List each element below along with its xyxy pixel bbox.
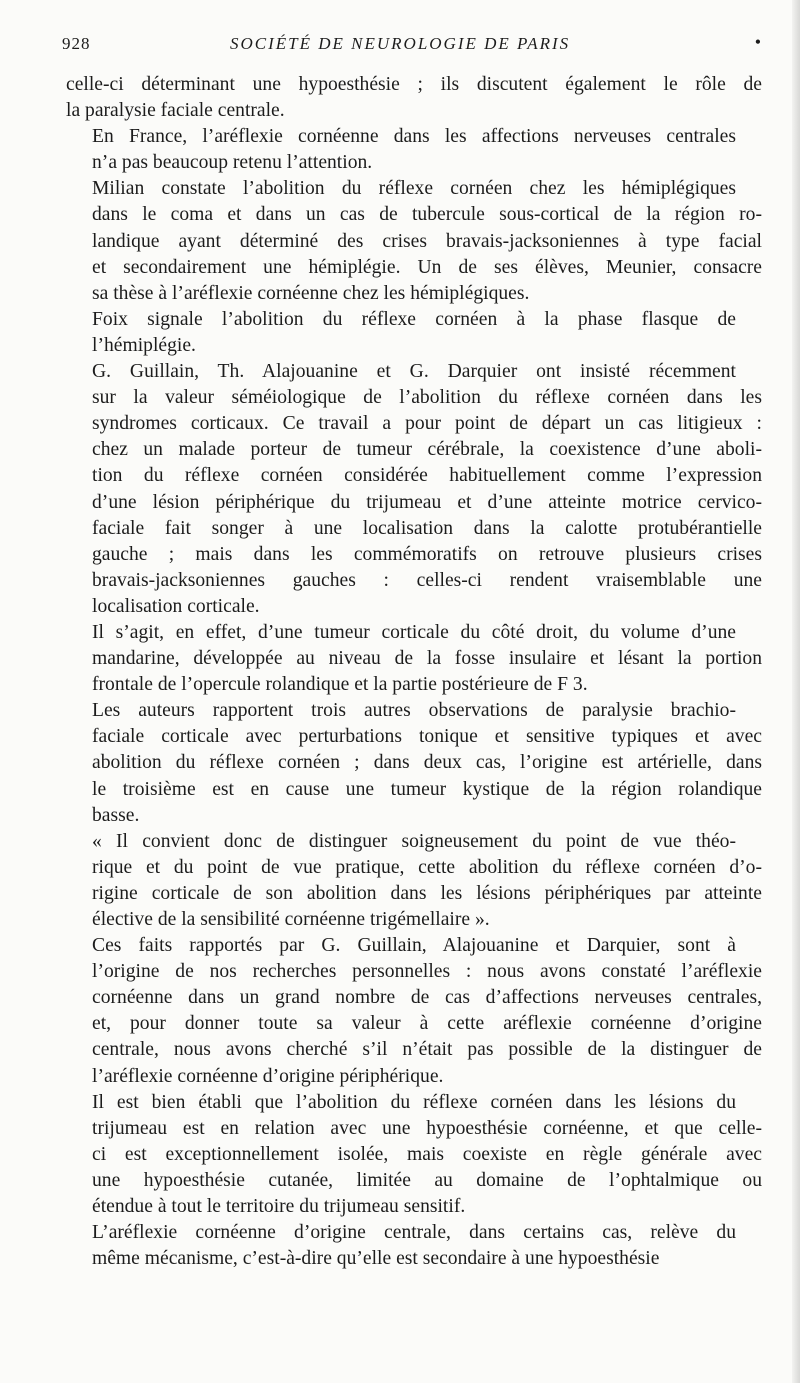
text-line: landique ayant déterminé des crises bravais-jacksoniennes à type facial [92, 230, 762, 252]
body-text [66, 72, 762, 1272]
paragraph [66, 1090, 762, 1220]
paragraph [66, 620, 762, 698]
text-line: abolition du réflexe cornéen ; dans deux cas, l’origine est artérielle, dans [92, 752, 762, 774]
text-line: L’aréflexie cornéenne d’origine centrale, dans certains cas, relève du [92, 1222, 736, 1244]
text-line: n’a pas beaucoup retenu l’attention. [92, 152, 373, 174]
text-line: Foix signale l’abolition du réflexe cornéen à la phase flasque de [92, 308, 736, 330]
text-line: rigine corticale de son abolition dans les lésions périphériques par atteinte [92, 882, 762, 904]
text-line: frontale de l’opercule rolandique et la partie postérieure de F 3. [92, 674, 588, 696]
text-line: trijumeau est en relation avec une hypoesthésie cornéenne, et que celle- [92, 1117, 762, 1139]
text-line: la paralysie faciale centrale. [66, 100, 285, 122]
paragraph [66, 829, 762, 933]
text-line: cornéenne dans un grand nombre de cas d’affections nerveuses centrales, [92, 987, 762, 1009]
text-line: faciale fait songer à une localisation dans la calotte protubérantielle [92, 517, 762, 539]
page-number: 928 [62, 34, 91, 53]
text-line: chez un malade porteur de tumeur cérébrale, la coexistence d’une aboli- [92, 439, 762, 461]
text-line: d’une lésion périphérique du trijumeau et d’une atteinte motrice cervico- [92, 491, 762, 513]
text-line: basse. [92, 804, 140, 826]
text-line: Il s’agit, en effet, d’une tumeur corticale du côté droit, du volume d’une [92, 621, 736, 643]
paragraph [66, 176, 762, 306]
text-line: « Il convient donc de distinguer soigneusement du point de vue théo- [92, 830, 736, 852]
text-line: Il est bien établi que l’abolition du réflexe cornéen dans les lésions du [92, 1091, 736, 1113]
text-line: sur la valeur séméiologique de l’abolition du réflexe cornéen dans les [92, 387, 762, 409]
running-title: SOCIÉTÉ DE NEUROLOGIE DE PARIS [230, 34, 571, 53]
paragraph [66, 933, 762, 1090]
text-line: Ces faits rapportés par G. Guillain, Alajouanine et Darquier, sont à [92, 935, 736, 957]
paragraph [66, 72, 762, 124]
text-line: et secondairement une hémiplégie. Un de ses élèves, Meunier, consacre [92, 256, 762, 278]
page-header [62, 34, 762, 58]
text-line: dans le coma et dans un cas de tubercule sous-cortical de la région ro- [92, 204, 762, 226]
text-line: étendue à tout le territoire du trijumeau sensitif. [92, 1196, 466, 1218]
text-line: Milian constate l’abolition du réflexe cornéen chez les hémiplégiques [92, 178, 736, 200]
text-line: mandarine, développée au niveau de la fosse insulaire et lésant la portion [92, 648, 762, 670]
text-line: faciale corticale avec perturbations tonique et sensitive typiques et avec [92, 726, 762, 748]
text-line: sa thèse à l’aréflexie cornéenne chez les hémiplégiques. [92, 282, 530, 304]
text-line: localisation corticale. [92, 595, 260, 617]
text-line: ci est exceptionnellement isolée, mais coexiste en règle générale avec [92, 1143, 762, 1165]
text-line: G. Guillain, Th. Alajouanine et G. Darquier ont insisté récemment [92, 361, 736, 383]
text-line: gauche ; mais dans les commémoratifs on retrouve plusieurs crises [92, 543, 762, 565]
header-mark: • [754, 32, 762, 52]
paragraph [66, 124, 762, 176]
text-line: l’hémiplégie. [92, 334, 196, 356]
text-line: une hypoesthésie cutanée, limitée au domaine de l’ophtalmique ou [92, 1169, 762, 1191]
text-line: tion du réflexe cornéen considérée habituellement comme l’expression [92, 465, 762, 487]
paragraph [66, 307, 762, 359]
text-line: bravais-jacksoniennes gauches : celles-ci rendent vraisemblable une [92, 569, 762, 591]
paragraph [66, 698, 762, 828]
text-line: celle-ci déterminant une hypoesthésie ; ils discutent également le rôle de [66, 74, 762, 95]
text-line: le troisième est en cause une tumeur kystique de la région rolandique [92, 778, 762, 800]
text-line: l’origine de nos recherches personnelles : nous avons constaté l’aréflexie [92, 961, 762, 983]
text-line: élective de la sensibilité cornéenne trigémellaire ». [92, 909, 490, 930]
text-line: même mécanisme, c’est-à-dire qu’elle est secondaire à une hypoesthésie [92, 1248, 660, 1270]
text-line: et, pour donner toute sa valeur à cette aréflexie cornéenne d’origine [92, 1013, 762, 1035]
text-line: syndromes corticaux. Ce travail a pour point de départ un cas litigieux : [92, 413, 762, 435]
text-line: centrale, nous avons cherché s’il n’était pas possible de la distinguer de [92, 1039, 762, 1061]
paragraph [66, 359, 762, 620]
text-line: Les auteurs rapportent trois autres observations de paralysie brachio- [92, 700, 736, 722]
paragraph [66, 1220, 762, 1272]
page-edge-shadow [792, 0, 800, 1383]
text-line: rique et du point de vue pratique, cette abolition du réflexe cornéen d’o- [92, 856, 762, 878]
text-line: En France, l’aréflexie cornéenne dans les affections nerveuses centrales [92, 126, 736, 148]
text-line: l’aréflexie cornéenne d’origine périphérique. [92, 1065, 444, 1087]
